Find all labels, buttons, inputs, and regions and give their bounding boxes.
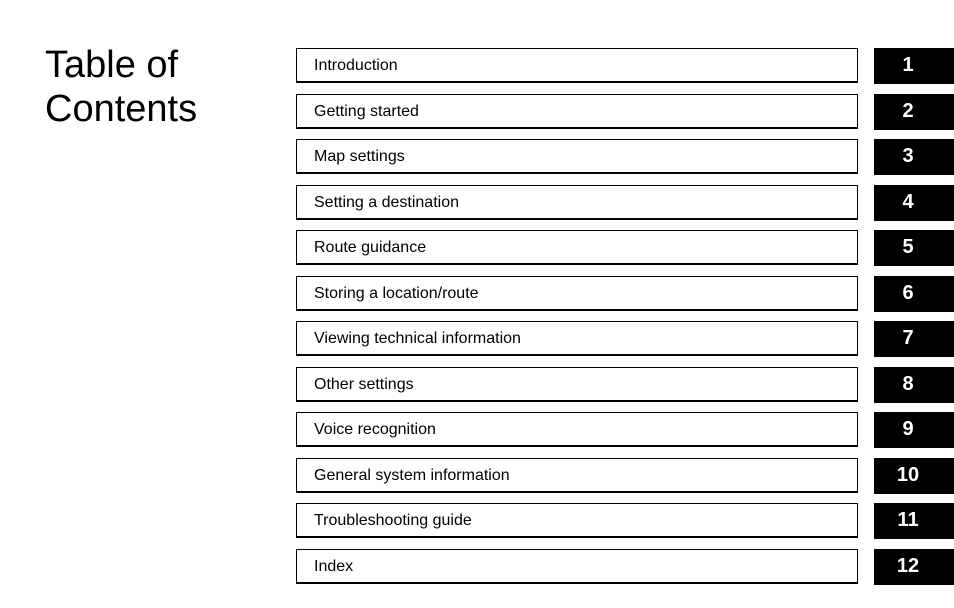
toc-entry-setting-a-destination[interactable] [296, 185, 954, 221]
toc-entry-label: Route guidance [314, 239, 427, 256]
toc-entry-box [296, 321, 858, 356]
toc-entry-storing-a-location-route[interactable] [296, 276, 954, 312]
chapter-number: 6 [902, 281, 914, 304]
toc-entry-box [296, 185, 858, 220]
toc-entry-box [296, 367, 858, 402]
chapter-tab[interactable] [874, 367, 954, 403]
toc-entry-route-guidance[interactable] [296, 230, 954, 266]
page-title [45, 43, 265, 131]
chapter-tab[interactable] [874, 230, 954, 266]
page-title-line-2: Contents [45, 88, 198, 130]
chapter-tab[interactable] [874, 48, 954, 84]
toc-entry-general-system-information[interactable] [296, 458, 954, 494]
toc-entry-voice-recognition[interactable] [296, 412, 954, 448]
chapter-tab[interactable] [874, 549, 954, 585]
chapter-number: 8 [902, 372, 914, 395]
chapter-number: 2 [902, 99, 914, 122]
toc-entry-box [296, 276, 858, 311]
toc-entry-label: Voice recognition [314, 421, 436, 438]
toc-entry-label: Introduction [314, 57, 398, 74]
chapter-number: 10 [896, 463, 920, 486]
chapter-number: 1 [902, 54, 914, 76]
chapter-number: 7 [902, 327, 914, 349]
toc-entry-viewing-technical-information[interactable] [296, 321, 954, 357]
chapter-number: 9 [902, 418, 914, 440]
chapter-number: 12 [896, 554, 920, 577]
chapter-number: 11 [897, 509, 919, 531]
toc-entry-label: Getting started [314, 102, 419, 120]
chapter-tab[interactable] [874, 94, 954, 130]
toc-entry-other-settings[interactable] [296, 367, 954, 403]
chapter-number: 4 [902, 190, 914, 213]
chapter-tab[interactable] [874, 185, 954, 221]
chapter-tab[interactable] [874, 503, 954, 539]
toc-entry-label: General system information [314, 466, 510, 484]
page-title-line-1: Table of [45, 44, 179, 86]
toc-entry-box [296, 412, 858, 447]
toc-entry-box [296, 549, 858, 584]
toc-entry-box [296, 139, 858, 174]
toc-entry-troubleshooting-guide[interactable] [296, 503, 954, 539]
toc-entry-box [296, 230, 858, 265]
chapter-number: 5 [902, 236, 914, 258]
chapter-tab[interactable] [874, 321, 954, 357]
toc-entry-introduction[interactable] [296, 48, 954, 84]
toc-entry-box [296, 458, 858, 493]
chapter-tab[interactable] [874, 139, 954, 175]
toc-entry-label: Viewing technical information [314, 330, 521, 347]
toc-entry-map-settings[interactable] [296, 139, 954, 175]
toc-entry-box [296, 94, 858, 129]
toc-entry-label: Storing a location/route [314, 284, 479, 302]
toc-entry-box [296, 48, 858, 83]
toc-entry-index[interactable] [296, 549, 954, 585]
chapter-tab[interactable] [874, 276, 954, 312]
toc-entry-label: Index [314, 557, 354, 575]
toc-entry-label: Other settings [314, 375, 414, 393]
chapter-tab[interactable] [874, 458, 954, 494]
chapter-number: 3 [902, 145, 914, 167]
toc-entry-box [296, 503, 858, 538]
toc-entry-getting-started[interactable] [296, 94, 954, 130]
chapter-tab[interactable] [874, 412, 954, 448]
toc-entry-label: Map settings [314, 148, 405, 165]
toc-entry-label: Troubleshooting guide [314, 512, 472, 529]
toc-entry-label: Setting a destination [314, 193, 459, 211]
